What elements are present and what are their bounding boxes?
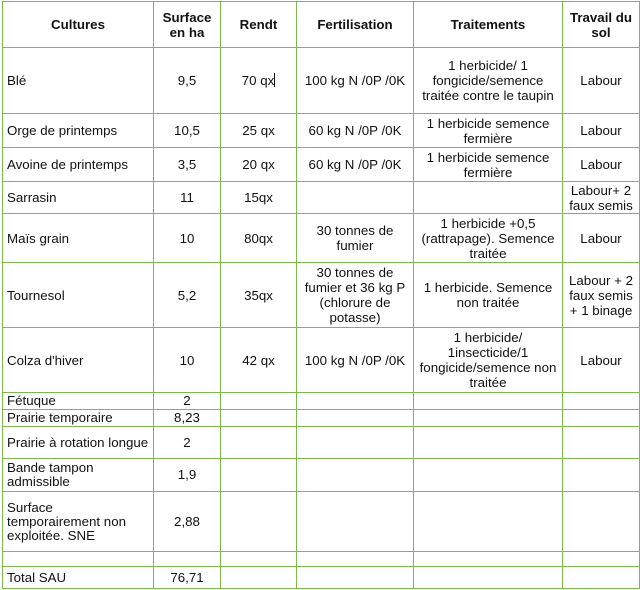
cell-surface [154,552,221,567]
cell-fert [297,214,414,263]
cell-text: 100 kg N /0P /0K [304,352,406,368]
cell-culture [3,182,154,214]
cell-text: Sarrasin [7,190,57,205]
table-row [3,48,640,114]
cell-text: 11 [180,190,194,205]
cell-rendt [221,214,297,263]
cell-surface [154,263,221,328]
cell-sol [563,148,640,182]
header-surface: Surface en ha [154,2,221,48]
table-row [3,492,640,552]
cell-fert [297,492,414,552]
table-row [3,410,640,427]
cell-rendt [221,48,297,114]
cell-culture [3,328,154,393]
cell-fert [297,410,414,427]
cell-surface [154,393,221,410]
cell-sol [563,214,640,263]
cell-sol [563,114,640,148]
cell-text: Colza d'hiver [7,352,84,368]
header-traitements: Traitements [414,2,563,48]
cell-text: 42 qx [242,352,275,368]
cell-sol [563,48,640,114]
cell-fert [297,427,414,459]
cell-fert [297,328,414,393]
cell-surface [154,459,221,492]
cell-rendt [221,492,297,552]
cell-text: Labour [580,123,622,138]
cell-culture [3,214,154,263]
cell-trait [414,459,563,492]
cell-text: Tournesol [7,287,65,303]
cell-text: 30 tonnes de fumier et 36 kg P (chlorure de potasse) [304,265,406,325]
cell-culture [3,552,154,567]
cell-rendt [221,427,297,459]
cell-fert [297,48,414,114]
cell-text: 76,71 [170,569,204,585]
cell-fert [297,182,414,214]
cell-text: 9,5 [177,73,197,88]
cell-rendt [221,263,297,328]
cell-rendt [221,148,297,182]
cell-culture [3,263,154,328]
cell-rendt [221,552,297,567]
cell-text: 35qx [244,287,273,303]
cell-trait [414,263,563,328]
header-row [3,2,640,48]
cell-text: Surface temporairement non exploitée. SNE [7,499,126,543]
cell-text: 60 kg N /0P /0K [308,123,402,138]
cell-text: Labour [580,230,622,246]
table-row [3,427,640,459]
cell-sol [563,459,640,492]
cell-fert [297,567,414,589]
cell-surface [154,567,221,589]
cell-rendt [221,567,297,589]
cell-culture [3,459,154,492]
cell-culture [3,492,154,552]
cell-culture [3,114,154,148]
header-fertilisation: Fertilisation [297,2,414,48]
cell-text: 70 qx [241,73,275,88]
table-row [3,148,640,182]
cell-surface [154,214,221,263]
cell-text: Avoine de printemps [7,157,128,172]
cell-text: 15qx [244,190,273,205]
cell-trait [414,328,563,393]
table-row [3,263,640,328]
cell-trait [414,393,563,410]
cell-text: 8,23 [174,410,200,425]
cell-trait [414,48,563,114]
cell-sol [563,552,640,567]
table-row [3,459,640,492]
cell-text: Maïs grain [7,230,70,246]
cell-trait [414,410,563,427]
cell-rendt [221,328,297,393]
cell-text: Fétuque [7,393,56,408]
cell-surface [154,182,221,214]
cell-trait [414,427,563,459]
cell-text: 80qx [244,230,273,246]
cell-fert [297,263,414,328]
header-rendt: Rendt [221,2,297,48]
cell-text: 100 kg N /0P /0K [304,73,406,88]
cell-culture [3,410,154,427]
cell-trait [414,492,563,552]
cell-sol [563,492,640,552]
table-row [3,393,640,410]
cell-sol [563,427,640,459]
cell-text: 30 tonnes de fumier [316,223,394,253]
cell-trait [414,567,563,589]
cell-trait [414,114,563,148]
cell-text: 60 kg N /0P /0K [308,157,402,172]
cell-sol [563,410,640,427]
table-row [3,328,640,393]
cell-culture [3,48,154,114]
cell-trait [414,552,563,567]
table-row [3,567,640,589]
cell-rendt [221,410,297,427]
cell-text: 1 herbicide semence fermière [426,115,550,146]
cell-text: 1 herbicide/ 1 fongicide/semence traitée contre le taupin [422,58,554,103]
cell-rendt [221,393,297,410]
cell-text: 5,2 [177,287,197,303]
cell-text: 2 [183,393,191,408]
cell-text: 1 herbicide +0,5 (rattrapage). Semence traitée [421,215,555,261]
cell-culture [3,567,154,589]
cell-text: 20 qx [242,157,275,172]
cell-surface [154,114,221,148]
cell-text: Prairie temporaire [7,410,113,425]
cell-text: 3,5 [177,157,197,172]
table-row [3,182,640,214]
cell-surface [154,48,221,114]
cell-rendt [221,182,297,214]
cell-trait [414,148,563,182]
cell-surface [154,492,221,552]
cell-sol [563,263,640,328]
table-row [3,114,640,148]
cell-fert [297,393,414,410]
cell-text: 2,88 [174,513,200,529]
cell-text: Total SAU [7,569,67,585]
cell-culture [3,427,154,459]
cell-text: 1 herbicide semence fermière [426,149,550,180]
header-travail-sol: Travail du sol [563,2,640,48]
cell-text: Labour + 2 faux semis + 1 binage [569,272,633,318]
cell-text: 10 [179,230,195,246]
text-cursor [274,73,275,87]
cell-sol [563,328,640,393]
crops-table [2,1,640,589]
cell-fert [297,459,414,492]
table-row [3,552,640,567]
cell-text: 10 [179,352,195,368]
cell-surface [154,328,221,393]
cell-surface [154,410,221,427]
cell-text: Blé [7,73,27,88]
cell-trait [414,182,563,214]
cell-surface [154,148,221,182]
cell-sol [563,567,640,589]
header-cultures: Cultures [3,2,154,48]
cell-text: 10,5 [174,123,200,138]
cell-rendt [221,459,297,492]
cell-culture [3,148,154,182]
cell-text: Bande tampon admissible [7,460,94,489]
cell-rendt [221,114,297,148]
cell-fert [297,552,414,567]
cell-text: 1,9 [177,467,197,482]
cell-text: Prairie à rotation longue [7,434,149,450]
cell-fert [297,114,414,148]
cell-sol [563,393,640,410]
cell-text: 2 [183,434,191,450]
cell-text: Labour [580,73,622,88]
table-row [3,214,640,263]
cell-text: 1 herbicide. Semence non traitée [423,280,553,310]
cell-text: Labour [580,157,622,172]
cell-surface [154,427,221,459]
cell-culture [3,393,154,410]
cell-sol [563,182,640,214]
cell-text: Labour [580,352,622,368]
cell-text: 25 qx [242,123,275,138]
cell-text: 1 herbicide/ 1insecticide/1 fongicide/semence non traitée [419,330,557,390]
cell-trait [414,214,563,263]
cell-text: Orge de printemps [7,123,118,138]
cell-fert [297,148,414,182]
cell-text: Labour+ 2 faux semis [569,182,633,213]
